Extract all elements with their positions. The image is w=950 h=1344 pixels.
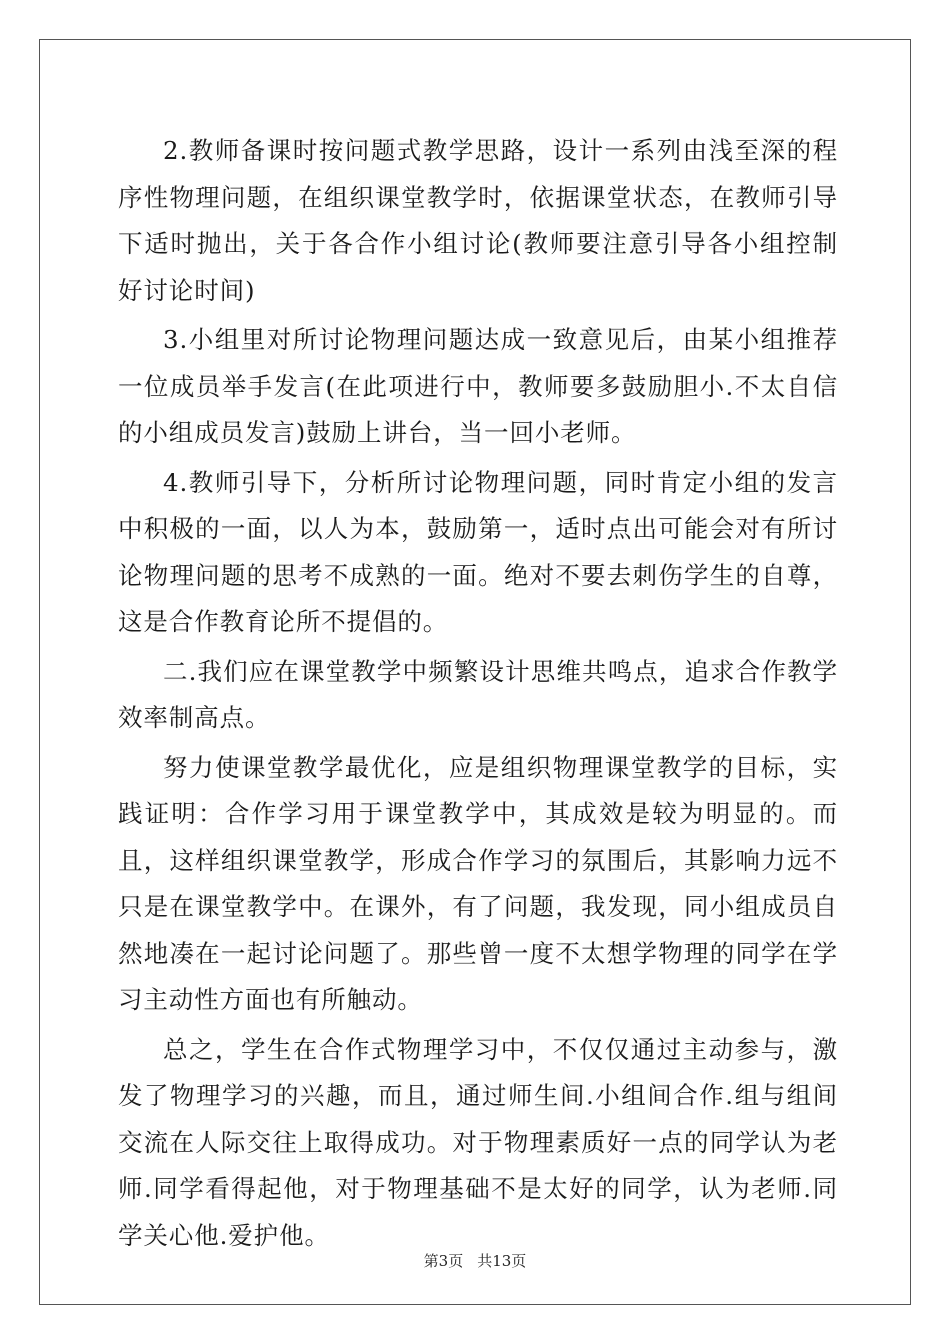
paragraph-conclusion: 总之，学生在合作式物理学习中，不仅仅通过主动参与，激发了物理学习的兴趣，而且，通过师生间.小组间合作.组与组间交流在人际交往上取得成功。对于物理素质好一点的同学认为老师.同学看得起他，对于物理基础不是太好的同学，认为老师.同学关心他.爱护他。 <box>118 1034 838 1250</box>
page-footer <box>0 1250 950 1271</box>
page-total: 共13页 <box>477 1252 527 1270</box>
paragraph-item-3: 3.小组里对所讨论物理问题达成一致意见后，由某小组推荐一位成员举手发言(在此项进行中，教师要多鼓励胆小.不太自信的小组成员发言)鼓励上讲台，当一回小老师。 <box>118 325 838 447</box>
paragraph-optimization: 努力使课堂教学最优化，应是组织物理课堂教学的目标，实践证明：合作学习用于课堂教学中，其成效是较为明显的。而且，这样组织课堂教学，形成合作学习的氛围后，其影响力远不只是在课堂教学中。在课外，有了问题，我发现，同小组成员自然地凑在一起讨论问题了。那些曾一度不太想学物理的同学在学习主动性方面也有所触动。 <box>118 752 838 1014</box>
document-body <box>118 128 838 1259</box>
paragraph-item-2: 2.教师备课时按问题式教学思路，设计一系列由浅至深的程序性物理问题，在组织课堂教学时，依据课堂状态，在教师引导下适时抛出，关于各合作小组讨论(教师要注意引导各小组控制好讨论时间) <box>118 136 838 305</box>
section-heading-2: 二.我们应在课堂教学中频繁设计思维共鸣点，追求合作教学效率制高点。 <box>118 656 838 732</box>
page-number: 第3页 <box>423 1252 464 1270</box>
paragraph-item-4: 4.教师引导下，分析所讨论物理问题，同时肯定小组的发言中积极的一面，以人为本，鼓励第一，适时点出可能会对有所讨论物理问题的思考不成熟的一面。绝对不要去刺伤学生的自尊，这是合作教育论所不提倡的。 <box>118 467 838 636</box>
